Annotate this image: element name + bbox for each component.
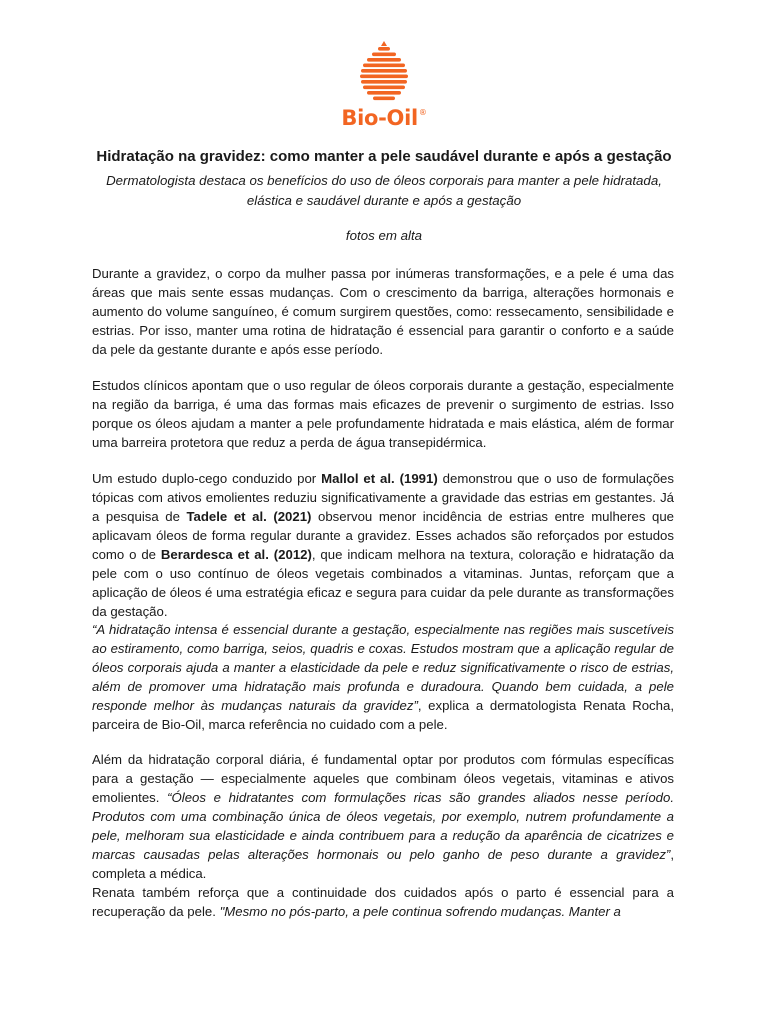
text-span: , completa a médica. <box>92 847 674 881</box>
text-span: Renata também reforça que a continuidade dos cuidados após o parto é essencial para a recuperação da pele. <box>92 885 674 919</box>
text-span: Um estudo duplo-cego conduzido por <box>92 471 322 486</box>
citation-mallol: Mallol et al. (1991) <box>321 471 438 486</box>
brand-logo <box>0 40 768 130</box>
citation-berardesca: Berardesca et al. (2012) <box>160 547 312 562</box>
quote-text: "Mesmo no pós-parto, a pele continua sofrendo mudanças. Manter a <box>219 904 621 919</box>
brand-name: Bio-Oil <box>341 106 418 130</box>
paragraph-intro: Durante a gravidez, o corpo da mulher passa por inúmeras transformações, e a pele é uma das áreas que mais sente essas mudanças. Com o crescimento da barriga, alterações hormonais e aumento do volume sanguíneo, é comum surgirem questões, como: ressecamento, sensibilidade e estrias. Por isso, manter uma rotina de hidratação é essencial para garantir o conforto e a saúde da pele da gestante durante e após esse período. <box>92 266 674 357</box>
subtitle-line-1: Dermatologista destaca os benefícios do uso de óleos corporais para manter a pele hidratada, <box>106 173 662 188</box>
paragraph-postpartum <box>92 883 674 921</box>
paragraph-dermatologist-quote <box>92 620 674 734</box>
page-subtitle <box>100 171 668 211</box>
paragraph-research <box>92 469 674 621</box>
brand-wordmark <box>0 106 768 130</box>
paragraph-studies: Estudos clínicos apontam que o uso regular de óleos corporais durante a gestação, especialmente na região da barriga, é uma das formas mais eficazes de prevenir o surgimento de estrias. Isso porque os óleos ajudam a manter a pele profundamente hidratada e mais elástica, além de formar uma barreira protetora que reduz a perda de água transepidérmica. <box>92 378 674 450</box>
photos-link[interactable]: fotos em alta <box>345 228 423 243</box>
registered-mark: ® <box>418 108 427 117</box>
quote-text: “A hidratação intensa é essencial durante a gestação, especialmente nas regiões mais suscetíveis ao estiramento, como barriga, seios, quadris e coxas. Estudos mostram que a aplicação regular de óleos corporais ajuda a manter a elasticidade da pele e reduz significativamente o risco de estrias, além de promover uma hidratação mais profunda e duradoura. Quando bem cuidada, a pele responde melhor às mudanças naturais da gravidez” <box>92 622 674 713</box>
bio-oil-droplet-icon <box>359 40 409 104</box>
text-span: , explica a dermatologista Renata Rocha, parceira de Bio-Oil, marca referência no cuidado com a pele. <box>92 698 674 732</box>
text-span: , que indicam melhora na textura, coloração e hidratação da pele com o uso contínuo de óleos vegetais combinados a vitaminas. Juntas, reforçam que a aplicação de óleos é uma estratégia eficaz e segura para cuidar da pele durante as transformações da gestação. <box>92 547 674 619</box>
quote-text: “Óleos e hidratantes com formulações ricas são grandes aliados nesse período. Produtos com uma combinação única de óleos vegetais, por exemplo, nutrem profundamente a pele, melhoram sua elasticidade e ainda contribuem para a redução da aparência de cicatrizes e marcas causadas pelas alterações hormonais ou pelo ganho de peso durante a gravidez” <box>92 790 674 862</box>
text-span: demonstrou que o uso de formulações tópicas com ativos emolientes reduziu significativamente a gravidade das estrias em gestantes. Já a pesquisa de <box>92 471 674 524</box>
text-span: Além da hidratação corporal diária, é fundamental optar por produtos com fórmulas específicas para a gestação — especialmente aqueles que combinam óleos vegetais, vitaminas e ativos emolientes. <box>92 752 674 805</box>
subtitle-line-2: elástica e saudável durante e após a gestação <box>246 193 522 208</box>
paragraph-formulas <box>92 750 674 883</box>
page-title: Hidratação na gravidez: como manter a pele saudável durante e após a gestação <box>96 148 672 165</box>
text-span: observou menor incidência de estrias entre mulheres que aplicavam óleos de forma regular durante a gravidez. Esses achados são reforçados por estudos como o de <box>92 509 674 562</box>
citation-tadele: Tadele et al. (2021) <box>186 509 312 524</box>
